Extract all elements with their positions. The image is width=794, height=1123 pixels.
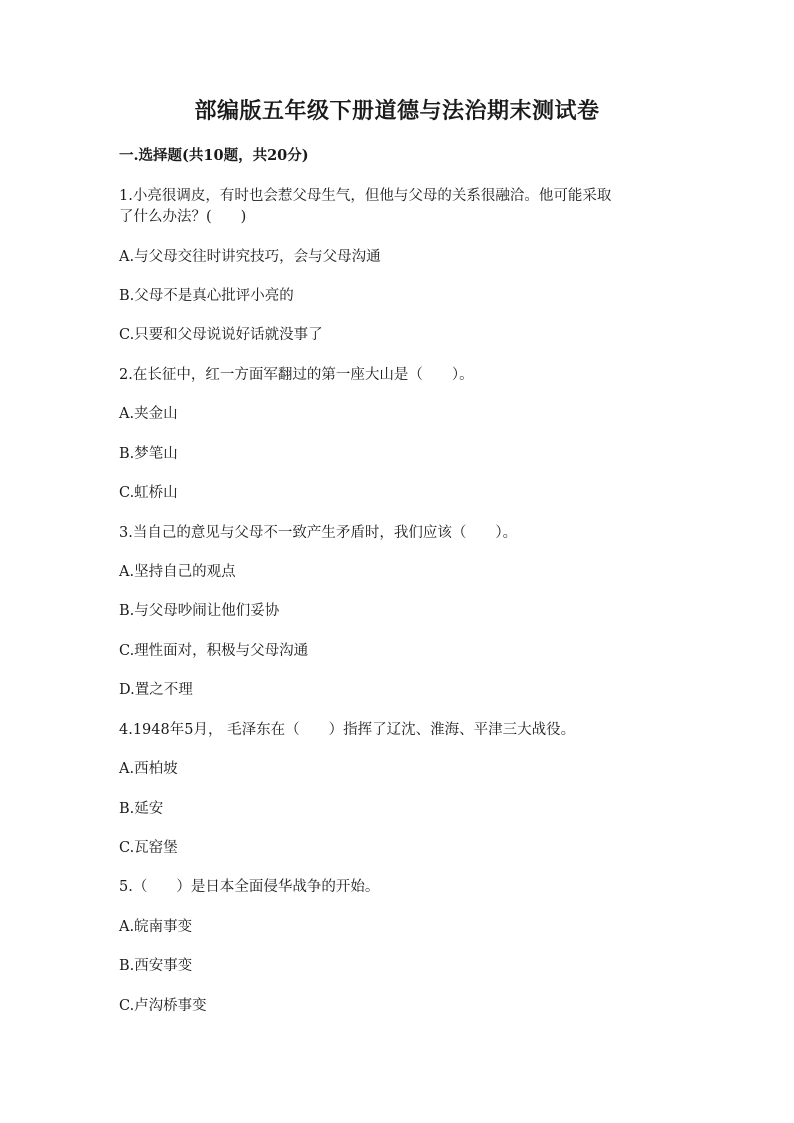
question-3-option-d: D.置之不理 bbox=[119, 682, 193, 698]
question-1-option-a: A.与父母交往时讲究技巧，会与父母沟通 bbox=[119, 249, 381, 265]
question-3-stem: 3.当自己的意见与父母不一致产生矛盾时，我们应该（ ）。 bbox=[119, 525, 518, 541]
question-4-option-c: C.瓦窑堡 bbox=[119, 840, 178, 856]
question-4-option-a: A.西柏坡 bbox=[119, 761, 178, 777]
question-5-option-c: C.卢沟桥事变 bbox=[119, 998, 207, 1014]
question-2-option-c: C.虹桥山 bbox=[119, 485, 178, 501]
question-3-option-a: A.坚持自己的观点 bbox=[119, 564, 236, 580]
question-3-option-b: B.与父母吵闹让他们妥协 bbox=[119, 603, 280, 619]
question-5-option-a: A.皖南事变 bbox=[119, 919, 193, 935]
question-4-option-b: B.延安 bbox=[119, 801, 164, 817]
section-heading: 一.选择题(共10题，共20分) bbox=[119, 147, 309, 164]
question-3-option-c: C.理性面对，积极与父母沟通 bbox=[119, 643, 309, 659]
question-1-option-c: C.只要和父母说说好话就没事了 bbox=[119, 327, 323, 343]
question-2-option-b: B.梦笔山 bbox=[119, 446, 178, 462]
question-1-stem-line1: 1.小亮很调皮，有时也会惹父母生气，但他与父母的关系很融洽。他可能采取 bbox=[119, 188, 612, 204]
question-2-option-a: A.夹金山 bbox=[119, 406, 178, 422]
question-1-stem-line2: 了什么办法？( ) bbox=[119, 209, 247, 225]
question-4-stem: 4.1948年5月， 毛泽东在（ ）指挥了辽沈、淮海、平津三大战役。 bbox=[119, 722, 576, 738]
question-1-option-b: B.父母不是真心批评小亮的 bbox=[119, 288, 294, 304]
question-5-option-b: B.西安事变 bbox=[119, 958, 193, 974]
question-5-stem: 5.（ ）是日本全面侵华战争的开始。 bbox=[119, 879, 380, 895]
page-title: 部编版五年级下册道德与法治期末测试卷 bbox=[194, 98, 600, 124]
question-2-stem: 2.在长征中，红一方面军翻过的第一座大山是（ ）。 bbox=[119, 367, 474, 383]
